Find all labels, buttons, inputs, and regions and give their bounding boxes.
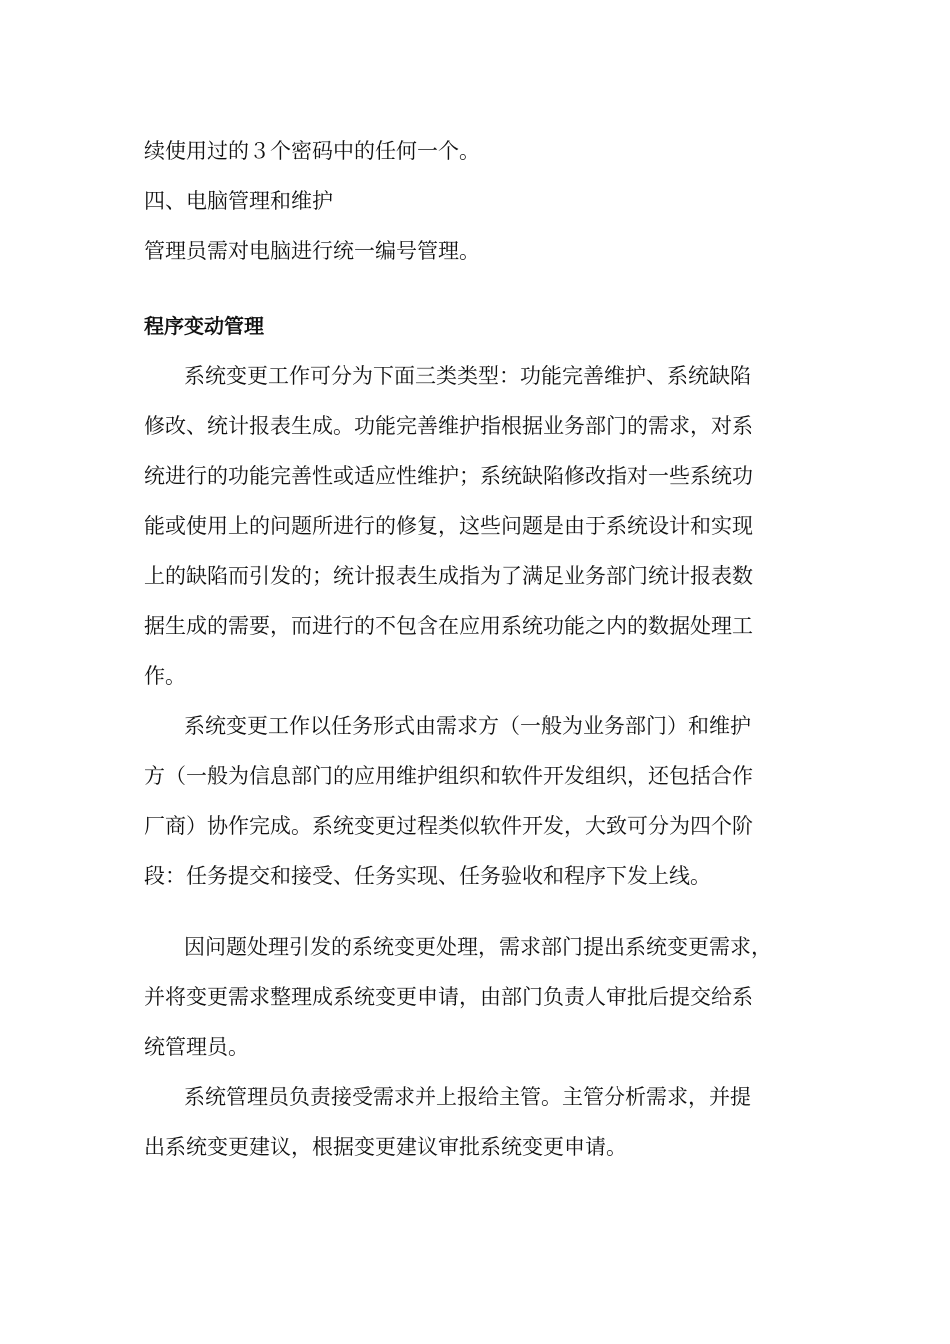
paragraph-line: 上的缺陷而引发的；统计报表生成指为了满足业务部门统计报表数 <box>144 564 753 588</box>
intro-line-2: 管理员需对电脑进行统一编号管理。 <box>144 239 480 263</box>
paragraph-line: 能或使用上的问题所进行的修复，这些问题是由于系统设计和实现 <box>144 514 753 538</box>
paragraph-line: 因问题处理引发的系统变更处理，需求部门提出系统变更需求， <box>184 935 772 959</box>
paragraph-line: 系统变更工作可分为下面三类类型：功能完善维护、系统缺陷 <box>184 364 751 388</box>
paragraph-line: 方（一般为信息部门的应用维护组织和软件开发组织，还包括合作 <box>144 764 753 788</box>
paragraph-line: 统进行的功能完善性或适应性维护；系统缺陷修改指对一些系统功 <box>144 464 753 488</box>
paragraph-line: 修改、统计报表生成。功能完善维护指根据业务部门的需求，对系 <box>144 414 753 438</box>
paragraph-line: 据生成的需要，而进行的不包含在应用系统功能之内的数据处理工 <box>144 614 753 638</box>
paragraph-line: 出系统变更建议，根据变更建议审批系统变更申请。 <box>144 1135 627 1159</box>
paragraph-line: 系统变更工作以任务形式由需求方（一般为业务部门）和维护 <box>184 714 751 738</box>
paragraph-line: 统管理员。 <box>144 1035 249 1059</box>
paragraph-line: 厂商）协作完成。系统变更过程类似软件开发，大致可分为四个阶 <box>144 814 753 838</box>
paragraph-line: 并将变更需求整理成系统变更申请，由部门负责人审批后提交给系 <box>144 985 753 1009</box>
section-heading: 四、电脑管理和维护 <box>144 189 333 213</box>
paragraph-line: 作。 <box>144 664 186 688</box>
page-title: 程序变动管理 <box>144 314 264 338</box>
intro-line-1: 续使用过的３个密码中的任何一个。 <box>144 139 480 163</box>
paragraph-line: 段：任务提交和接受、任务实现、任务验收和程序下发上线。 <box>144 864 711 888</box>
paragraph-line: 系统管理员负责接受需求并上报给主管。主管分析需求，并提 <box>184 1085 751 1109</box>
